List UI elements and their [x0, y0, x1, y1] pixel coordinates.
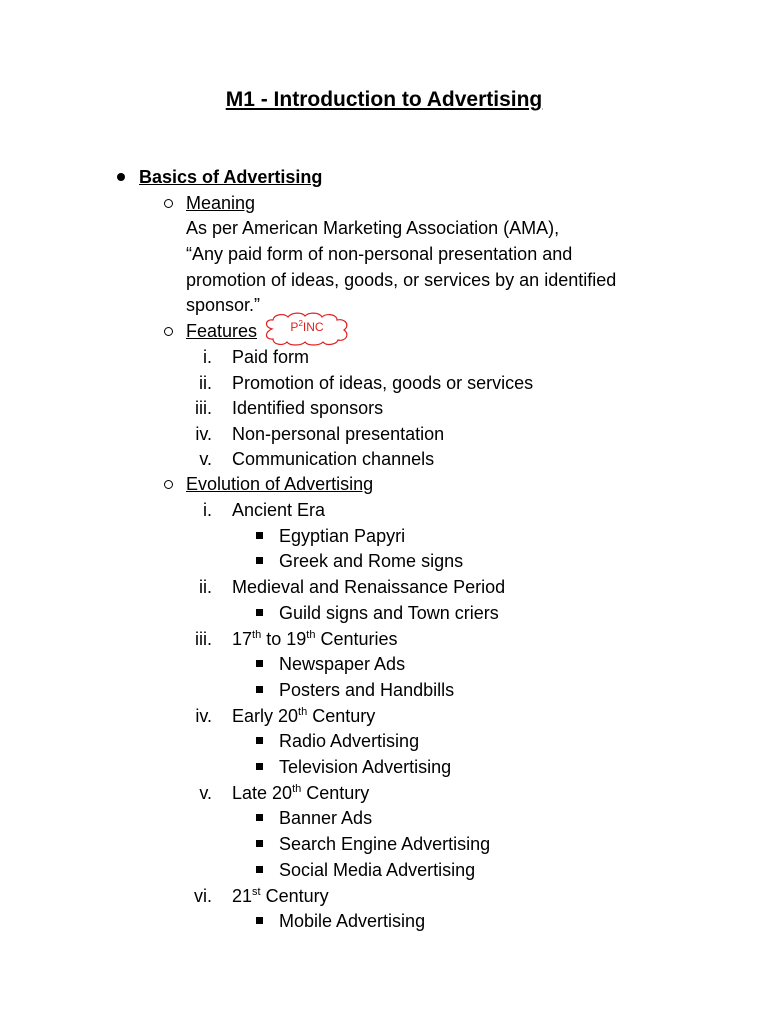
list-item-number: iii.: [195, 398, 212, 419]
evolution-label: Evolution of Advertising: [186, 474, 374, 494]
feature-item: Communication channels: [232, 449, 435, 470]
bullet-square-icon: [256, 763, 263, 770]
list-item-number: iv.: [195, 705, 212, 726]
section-heading: Basics of Advertising: [139, 167, 323, 187]
bullet-disc-icon: [117, 173, 125, 181]
sub-item: Egyptian Papyri: [279, 525, 406, 546]
list-item-number: iv.: [195, 423, 212, 444]
bullet-square-icon: [256, 557, 263, 564]
sub-item: Newspaper Ads: [279, 654, 406, 675]
bullet-square-icon: [256, 609, 263, 616]
era-item: 17th to 19th Centuries: [232, 628, 398, 649]
feature-item: Non-personal presentation: [232, 423, 445, 444]
list-item-number: v.: [199, 782, 212, 803]
era-item: 21st Century: [232, 885, 329, 906]
list-item-number: ii.: [199, 372, 212, 393]
list-item-number: i.: [203, 347, 212, 367]
bullet-square-icon: [256, 660, 263, 667]
list-item-number: ii.: [199, 577, 212, 598]
bullet-circle-icon: [164, 327, 173, 336]
list-item-number: v.: [199, 449, 212, 470]
meaning-line: “Any paid form of non-personal presentation and: [186, 244, 573, 264]
era-item: Early 20th Century: [232, 705, 376, 726]
features-annotation: $P^2INC$: [290, 319, 324, 334]
feature-item: Paid form: [232, 347, 310, 367]
bullet-square-icon: [256, 840, 263, 847]
sub-item: Television Advertising: [279, 757, 452, 777]
bullet-square-icon: [256, 686, 263, 693]
sub-item: Search Engine Advertising: [279, 834, 491, 855]
page-title: M1 - Introduction to Advertising: [225, 88, 543, 111]
feature-item: Identified sponsors: [232, 398, 384, 419]
feature-item: Promotion of ideas, goods or services: [232, 372, 534, 393]
era-item: Medieval and Renaissance Period: [232, 577, 506, 598]
meaning-line: sponsor.”: [186, 295, 261, 315]
sub-item: Guild signs and Town criers: [279, 602, 499, 623]
list-item-number: iii.: [195, 628, 212, 649]
bullet-square-icon: [256, 737, 263, 744]
sub-item: Social Media Advertising: [279, 859, 476, 880]
features-label: Features: [186, 321, 258, 341]
sub-item: Greek and Rome signs: [279, 551, 464, 572]
bullet-square-icon: [256, 814, 263, 821]
era-item: Ancient Era: [232, 500, 326, 520]
bullet-square-icon: [256, 866, 263, 873]
meaning-label: Meaning: [186, 193, 256, 213]
sub-item: Banner Ads: [279, 808, 373, 829]
era-item: Late 20th Century: [232, 782, 370, 803]
list-item-number: i.: [203, 500, 212, 520]
sub-item: Radio Advertising: [279, 731, 420, 752]
meaning-line: As per American Marketing Association (AMA),: [186, 218, 560, 238]
bullet-square-icon: [256, 532, 263, 539]
sub-item: Posters and Handbills: [279, 679, 455, 700]
bullet-circle-icon: [164, 199, 173, 208]
sub-item: Mobile Advertising: [279, 911, 426, 932]
bullet-square-icon: [256, 917, 263, 924]
bullet-circle-icon: [164, 480, 173, 489]
meaning-line: promotion of ideas, goods, or services by an identified: [186, 270, 617, 290]
list-item-number: vi.: [194, 885, 212, 906]
